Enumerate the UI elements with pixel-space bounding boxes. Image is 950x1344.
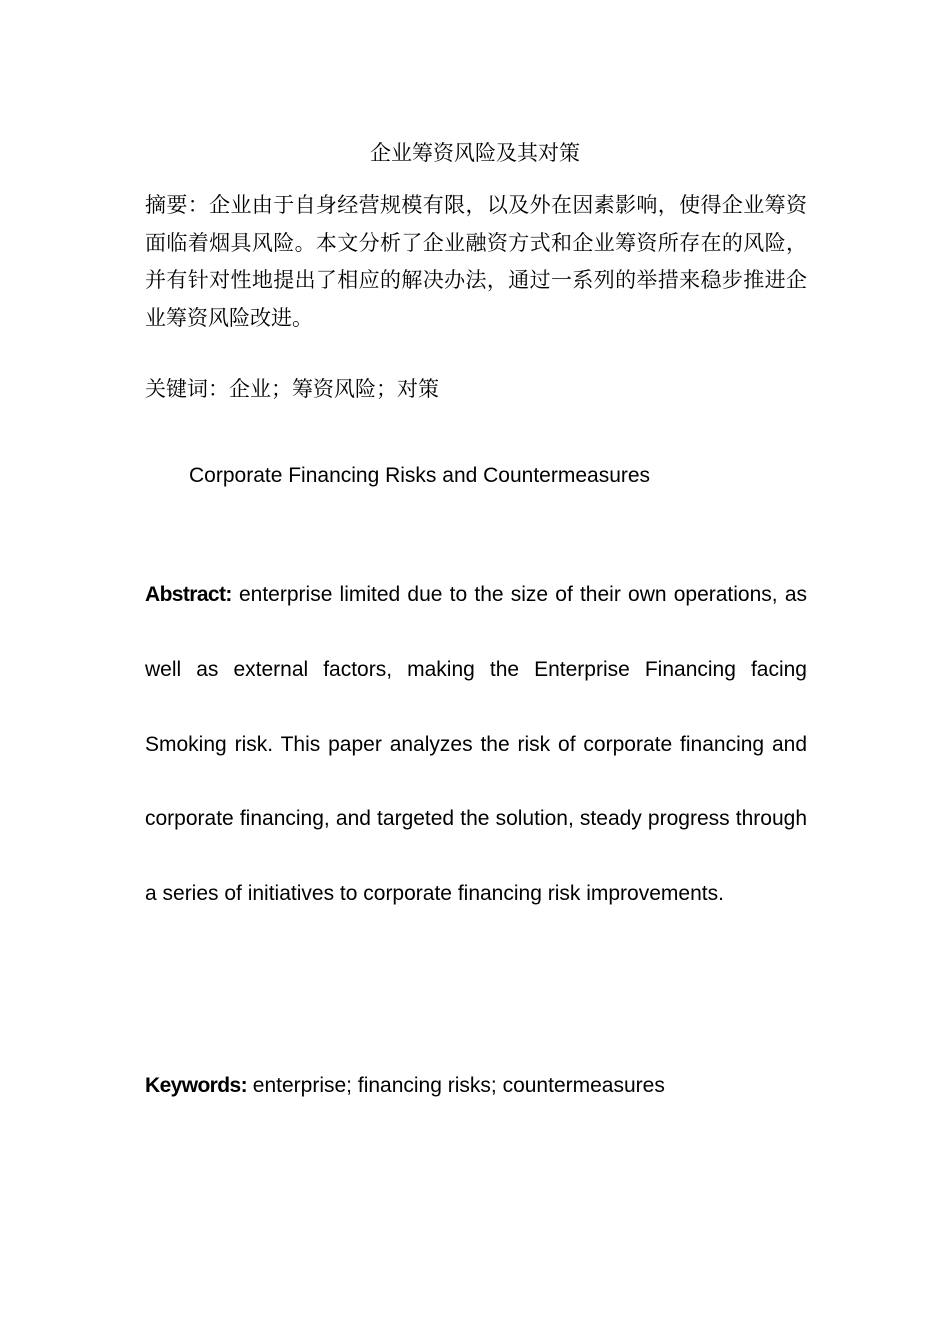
- abstract-text: enterprise limited due to the size of their own operations, as well as external factors, making the Enterprise Financing facing Smoking risk. This paper analyzes the risk of corporate financing and corporate financing, and targeted the solution, steady progress through a series of initiatives to corporate financing risk improvements.: [145, 583, 807, 906]
- abstract-label: Abstract:: [145, 583, 232, 606]
- chinese-title: 企业筹资风险及其对策: [370, 141, 580, 165]
- chinese-keywords: 关键词：企业；筹资风险；对策: [145, 377, 439, 401]
- english-title: Corporate Financing Risks and Countermeasures: [189, 464, 651, 487]
- english-abstract: [145, 558, 807, 932]
- chinese-abstract: 摘要：企业由于自身经营规模有限，以及外在因素影响，使得企业筹资面临着烟具风险。本文分析了企业融资方式和企业筹资所存在的风险，并有针对性地提出了相应的解决办法，通过一系列的举措来稳步推进企业筹资风险改进。: [145, 193, 807, 330]
- keywords-text: enterprise; financing risks; countermeasures: [246, 1074, 665, 1097]
- english-keywords: [145, 1071, 807, 1101]
- keywords-label: Keywords:: [145, 1074, 247, 1097]
